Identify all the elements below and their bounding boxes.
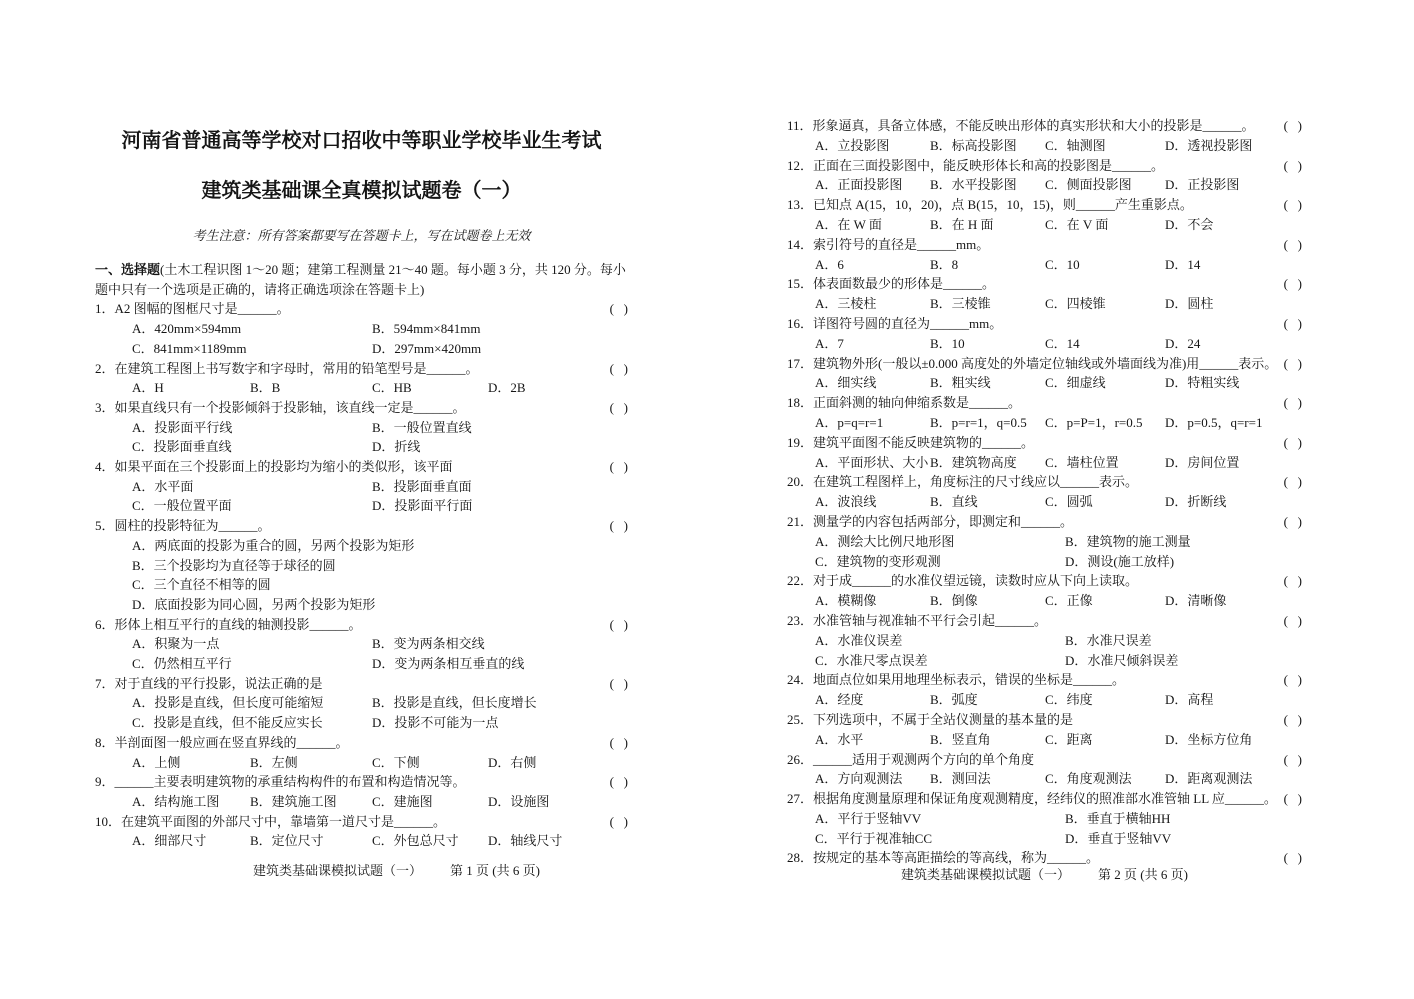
question-line [95, 516, 628, 536]
answer-bracket: ( ) [1283, 236, 1302, 252]
option: C．细虚线 [1045, 375, 1106, 391]
options-row [815, 373, 1302, 393]
option: D．轴线尺寸 [488, 833, 563, 849]
option: B．建筑物高度 [930, 454, 1017, 470]
question [95, 772, 628, 811]
option: D．水准尺倾斜误差 [1065, 652, 1179, 668]
question [787, 274, 1302, 314]
answer-bracket: ( ) [1283, 355, 1302, 371]
option: A．细实线 [815, 375, 877, 391]
answer-bracket: ( ) [1283, 276, 1302, 292]
option: D．折断线 [1165, 494, 1227, 510]
option: B．水平投影图 [930, 177, 1017, 193]
options-row [815, 552, 1302, 572]
question-text: 26．______适用于观测两个方向的单个角度 [787, 751, 1035, 767]
option: B．水准尺误差 [1065, 632, 1152, 648]
option: B．建筑施工图 [250, 793, 337, 809]
question [95, 299, 628, 358]
option: C．四棱锥 [1045, 296, 1106, 312]
question [787, 512, 1302, 571]
question-text: 10．在建筑平面图的外部尺寸中，靠墙第一道尺寸是______。 [95, 813, 447, 829]
question-text: 21．测量学的内容包括两部分，即测定和______。 [787, 513, 1074, 529]
option: B．三棱锥 [930, 296, 991, 312]
option: A．积聚为一点 [132, 636, 220, 652]
question [95, 615, 628, 674]
option: B．在 H 面 [930, 216, 994, 232]
option: B．8 [930, 256, 959, 272]
footer-page-2 [787, 864, 1302, 883]
question-text: 16．详图符号圆的直径为______mm。 [787, 315, 1003, 331]
answer-bracket: ( ) [1283, 315, 1302, 331]
question-line [787, 710, 1302, 730]
option: D．底面投影为同心圆，另两个投影为矩形 [132, 596, 376, 612]
options-row [815, 453, 1302, 473]
option: C．侧面投影图 [1045, 177, 1132, 193]
question [95, 733, 628, 772]
question [95, 457, 628, 516]
question-line [95, 457, 628, 477]
option: D．24 [1165, 335, 1201, 351]
option: A．细部尺寸 [132, 833, 207, 849]
question-line [787, 393, 1302, 413]
option: B．B [250, 380, 281, 396]
option: A．正面投影图 [815, 177, 903, 193]
option: A．7 [815, 335, 844, 351]
option: D．投影面平行面 [372, 498, 473, 514]
option: D．特粗实线 [1165, 375, 1240, 391]
options-row [815, 136, 1302, 156]
question-line [787, 195, 1302, 215]
footer-page-number: 第 2 页 (共 6 页) [1098, 867, 1188, 882]
option: A．平面形状、大小 [815, 454, 929, 470]
option: C．HB [372, 380, 412, 396]
option: D．圆柱 [1165, 296, 1214, 312]
question-line [787, 354, 1302, 374]
options-row [132, 634, 628, 654]
answer-bracket: ( ) [609, 675, 628, 691]
option: C．纬度 [1045, 692, 1093, 708]
question-text: 11．形象逼真，具备立体感，不能反映出形体的真实形状和大小的投影是______。 [787, 118, 1255, 133]
option: C．一般位置平面 [132, 498, 232, 514]
option: A．水平面 [132, 478, 194, 494]
option: B．垂直于横轴HH [1065, 810, 1171, 826]
question-line [787, 156, 1302, 176]
option: C．外包总尺寸 [372, 833, 459, 849]
option: C．p=P=1，r=0.5 [1045, 414, 1143, 430]
option: A．经度 [815, 692, 864, 708]
option: A．投影是直线，但长度可能缩短 [132, 695, 324, 711]
option: B．竖直角 [930, 731, 991, 747]
option: C．平行于视准轴CC [815, 830, 933, 846]
question-text: 27．根据角度测量原理和保证角度观测精度，经纬仪的照准部水准管轴 LL 应______。 [787, 791, 1277, 807]
question [787, 116, 1302, 156]
options-row [132, 654, 628, 674]
option: B．直线 [930, 494, 978, 510]
option: C．仍然相互平行 [132, 656, 232, 672]
question [787, 354, 1302, 394]
option: B．标高投影图 [930, 137, 1017, 153]
option: B．三个投影均为直径等于球径的圆 [132, 557, 336, 573]
option: A．p=q=r=1 [815, 414, 884, 430]
option: A．投影面平行线 [132, 419, 233, 435]
question-line [95, 772, 628, 792]
question-text: 8．半剖面图一般应画在竖直界线的______。 [95, 734, 349, 750]
question-line [95, 398, 628, 418]
question-text: 18．正面斜测的轴向伸缩系数是______。 [787, 395, 1022, 411]
paper-subtitle: 建筑类基础课全真模拟试题卷（一） [201, 180, 522, 202]
option: B．10 [930, 335, 965, 351]
options-row [815, 532, 1302, 552]
question [787, 156, 1302, 196]
option: C．距离 [1045, 731, 1093, 747]
answer-bracket: ( ) [1283, 672, 1302, 688]
question [787, 789, 1302, 848]
question-line [787, 750, 1302, 770]
option: B．建筑物的施工测量 [1065, 533, 1191, 549]
question [95, 812, 628, 851]
answer-bracket: ( ) [609, 518, 628, 534]
option: D．设施图 [488, 793, 550, 809]
options-row [132, 556, 628, 576]
option: C．三个直径不相等的圆 [132, 577, 271, 593]
options-row [132, 319, 628, 339]
question [95, 674, 628, 733]
options-row [132, 595, 628, 615]
option: A．水平 [815, 731, 864, 747]
option: C．建施图 [372, 793, 433, 809]
options-row [815, 730, 1302, 750]
option: D．测设(施工放样) [1065, 553, 1175, 569]
question-text: 6．形体上相互平行的直线的轴测投影______。 [95, 616, 362, 632]
option: A．平行于竖轴VV [815, 810, 922, 826]
option: B．定位尺寸 [250, 833, 324, 849]
question-line [787, 789, 1302, 809]
answer-bracket: ( ) [1283, 751, 1302, 767]
options-row [815, 334, 1302, 354]
answer-bracket: ( ) [609, 774, 628, 790]
options-row [815, 809, 1302, 829]
option: C．10 [1045, 256, 1080, 272]
question-text: 4．如果平面在三个投影面上的投影均为缩小的类似形，该平面 [95, 459, 453, 475]
options-row [132, 378, 628, 398]
options-row [132, 418, 628, 438]
answer-bracket: ( ) [609, 301, 628, 317]
page-2 [787, 0, 1302, 868]
options-row [132, 477, 628, 497]
question-text: 1．A2 图幅的图框尺寸是______。 [95, 301, 290, 317]
options-row [815, 255, 1302, 275]
question-line [787, 472, 1302, 492]
question-text: 2．在建筑工程图上书写数字和字母时，常用的铅笔型号是______。 [95, 360, 479, 376]
question-text: 12．正面在三面投影图中，能反映形体长和高的投影图是______。 [787, 157, 1165, 173]
option: A．波浪线 [815, 494, 877, 510]
question-line [787, 274, 1302, 294]
option: A．测绘大比例尺地形图 [815, 533, 955, 549]
options-row [132, 713, 628, 733]
question-line [787, 433, 1302, 453]
options-row [815, 829, 1302, 849]
question-text: 28．按规定的基本等高距描绘的等高线，称为______。 [787, 850, 1100, 866]
question [95, 398, 628, 457]
option: C．841mm×1189mm [132, 340, 247, 356]
question [787, 611, 1302, 670]
option: D．297mm×420mm [372, 340, 482, 356]
question-line [95, 299, 628, 319]
question-text: 9．______主要表明建筑物的承重结构构件的布置和构造情况等。 [95, 774, 466, 790]
question [787, 235, 1302, 275]
option: B．变为两条相交线 [372, 636, 485, 652]
question-text: 13．已知点 A(15，10，20)，点 B(15，10，15)，则______产生重影点。 [787, 197, 1193, 213]
option: A．立投影图 [815, 137, 890, 153]
answer-bracket: ( ) [1283, 474, 1302, 490]
answer-bracket: ( ) [609, 734, 628, 750]
option: A．上侧 [132, 754, 181, 770]
candidate-notice: 考生注意：所有答案都要写在答题卡上，写在试题卷上无效 [192, 228, 531, 243]
options-row [132, 575, 628, 595]
question [787, 433, 1302, 473]
question-text: 19．建筑平面图不能反映建筑物的______。 [787, 434, 1035, 450]
option: A．6 [815, 256, 844, 272]
option: D．房间位置 [1165, 454, 1240, 470]
question [95, 359, 628, 398]
question-text: 14．索引符号的直径是______mm。 [787, 236, 990, 252]
option: C．投影是直线，但不能反应实长 [132, 715, 323, 731]
question-line [95, 733, 628, 753]
question-line [787, 512, 1302, 532]
question [787, 472, 1302, 512]
questions-page-2 [787, 116, 1302, 868]
options-row [132, 792, 628, 812]
options-row [132, 693, 628, 713]
options-row [815, 413, 1302, 433]
options-row [132, 496, 628, 516]
question-text: 22．对于成______的水准仪望远镜，读数时应从下向上读取。 [787, 573, 1139, 589]
option: A．水准仪误差 [815, 632, 903, 648]
option: D．透视投影图 [1165, 137, 1253, 153]
option: A．方向观测法 [815, 771, 903, 787]
option: D．p=0.5，q=r=1 [1165, 414, 1263, 430]
option: C．投影面垂直线 [132, 439, 232, 455]
option: D．右侧 [488, 754, 537, 770]
option: B．弧度 [930, 692, 978, 708]
question-text: 5．圆柱的投影特征为______。 [95, 518, 271, 534]
options-row [815, 690, 1302, 710]
answer-bracket: ( ) [1283, 513, 1302, 529]
question [787, 670, 1302, 710]
option: C．角度观测法 [1045, 771, 1132, 787]
section-intro-line2: 题中只有一个选项是正确的，请将正确选项涂在答题卡上) [95, 281, 425, 297]
section-heading: 一、选择题 [95, 262, 161, 277]
answer-bracket: ( ) [609, 459, 628, 475]
question [787, 710, 1302, 750]
question-text: 24．地面点位如果用地理坐标表示，错误的坐标是______。 [787, 672, 1126, 688]
question-text: 20．在建筑工程图样上，角度标注的尺寸线应以______表示。 [787, 474, 1139, 490]
question-text: 25．下列选项中，不属于全站仪测量的基本量的是 [787, 711, 1074, 727]
footer-page-number: 第 1 页 (共 6 页) [450, 863, 540, 878]
options-row [815, 769, 1302, 789]
question-text: 3．如果直线只有一个投影倾斜于投影轴，该直线一定是______。 [95, 399, 466, 415]
question [787, 195, 1302, 235]
answer-bracket: ( ) [1283, 395, 1302, 411]
section-intro-line1 [95, 260, 628, 280]
option: C．下侧 [372, 754, 420, 770]
footer-page-1 [130, 860, 663, 879]
answer-bracket: ( ) [1283, 711, 1302, 727]
question-line [787, 670, 1302, 690]
option: D．垂直于竖轴VV [1065, 830, 1172, 846]
option: B．p=r=1，q=0.5 [930, 414, 1027, 430]
options-row [815, 492, 1302, 512]
question-text: 17．建筑物外形(一般以±0.000 高度处的外墙定位轴线或外墙面线为准)用______表示。 [787, 355, 1278, 371]
question-line [787, 235, 1302, 255]
footer-title: 建筑类基础课模拟试题（一） [253, 863, 423, 878]
option: D．高程 [1165, 692, 1214, 708]
option: B．测回法 [930, 771, 991, 787]
option: C．轴测图 [1045, 137, 1106, 153]
question-line [787, 571, 1302, 591]
question-line [95, 674, 628, 694]
options-row [815, 175, 1302, 195]
option: D．坐标方位角 [1165, 731, 1253, 747]
option: A．三棱柱 [815, 296, 877, 312]
option: B．倒像 [930, 593, 978, 609]
option: B．投影是直线，但长度增长 [372, 695, 537, 711]
options-row [132, 753, 628, 773]
option: A．420mm×594mm [132, 321, 242, 337]
options-row [132, 536, 628, 556]
option: A．结构施工图 [132, 793, 220, 809]
option: B．594mm×841mm [372, 321, 481, 337]
question-text: 15．体表面数最少的形体是______。 [787, 276, 996, 292]
option: B．左侧 [250, 754, 298, 770]
question-line [787, 611, 1302, 631]
answer-bracket: ( ) [609, 399, 628, 415]
footer-title: 建筑类基础课模拟试题（一） [901, 867, 1071, 882]
question-text: 7．对于直线的平行投影，说法正确的是 [95, 675, 323, 691]
question-text: 23．水准管轴与视准轴不平行会引起______。 [787, 612, 1048, 628]
question-line [787, 314, 1302, 334]
question [787, 314, 1302, 354]
option: C．14 [1045, 335, 1080, 351]
option: D．2B [488, 380, 526, 396]
option: B．一般位置直线 [372, 419, 472, 435]
questions-page-1 [95, 299, 628, 851]
answer-bracket: ( ) [1283, 118, 1302, 133]
section-intro [95, 260, 628, 299]
options-row [815, 294, 1302, 314]
option: D．14 [1165, 256, 1201, 272]
answer-bracket: ( ) [1283, 157, 1302, 173]
option: D．不会 [1165, 216, 1214, 232]
option: B．投影面垂直面 [372, 478, 472, 494]
answer-bracket: ( ) [1283, 850, 1302, 866]
question [787, 393, 1302, 433]
answer-bracket: ( ) [1283, 434, 1302, 450]
option: C．在 V 面 [1045, 216, 1109, 232]
question [787, 750, 1302, 790]
option: D．投影不可能为一点 [372, 715, 499, 731]
question [787, 571, 1302, 611]
options-row [815, 215, 1302, 235]
question [95, 516, 628, 615]
page-1 [95, 0, 628, 851]
question-line [787, 116, 1302, 136]
option: A．H [132, 380, 164, 396]
option: D．正投影图 [1165, 177, 1240, 193]
option: A．两底面的投影为重合的圆，另两个投影为矩形 [132, 537, 415, 553]
options-row [815, 651, 1302, 671]
option: C．水准尺零点误差 [815, 652, 928, 668]
option: A．在 W 面 [815, 216, 882, 232]
question-line [95, 615, 628, 635]
answer-bracket: ( ) [1283, 573, 1302, 589]
question-line [95, 359, 628, 379]
option: B．粗实线 [930, 375, 991, 391]
answer-bracket: ( ) [609, 360, 628, 376]
option: D．距离观测法 [1165, 771, 1253, 787]
option: C．墙柱位置 [1045, 454, 1119, 470]
answer-bracket: ( ) [609, 616, 628, 632]
exam-title: 河南省普通高等学校对口招收中等职业学校毕业生考试 [121, 130, 602, 152]
options-row [815, 591, 1302, 611]
option: D．折线 [372, 439, 421, 455]
option: D．清晰像 [1165, 593, 1227, 609]
question-line [95, 812, 628, 832]
option: D．变为两条相互垂直的线 [372, 656, 525, 672]
options-row [815, 631, 1302, 651]
answer-bracket: ( ) [1283, 791, 1302, 807]
answer-bracket: ( ) [1283, 612, 1302, 628]
answer-bracket: ( ) [609, 813, 628, 829]
option: C．建筑物的变形观测 [815, 553, 941, 569]
section-intro-rest: (土木工程识图 1～20 题；建第工程测量 21～40 题。每小题 3 分，共 120 分。每小 [160, 262, 626, 277]
option: C．圆弧 [1045, 494, 1093, 510]
option: C．正像 [1045, 593, 1093, 609]
answer-bracket: ( ) [1283, 197, 1302, 213]
options-row [132, 437, 628, 457]
options-row [132, 831, 628, 851]
options-row [132, 339, 628, 359]
option: A．模糊像 [815, 593, 877, 609]
